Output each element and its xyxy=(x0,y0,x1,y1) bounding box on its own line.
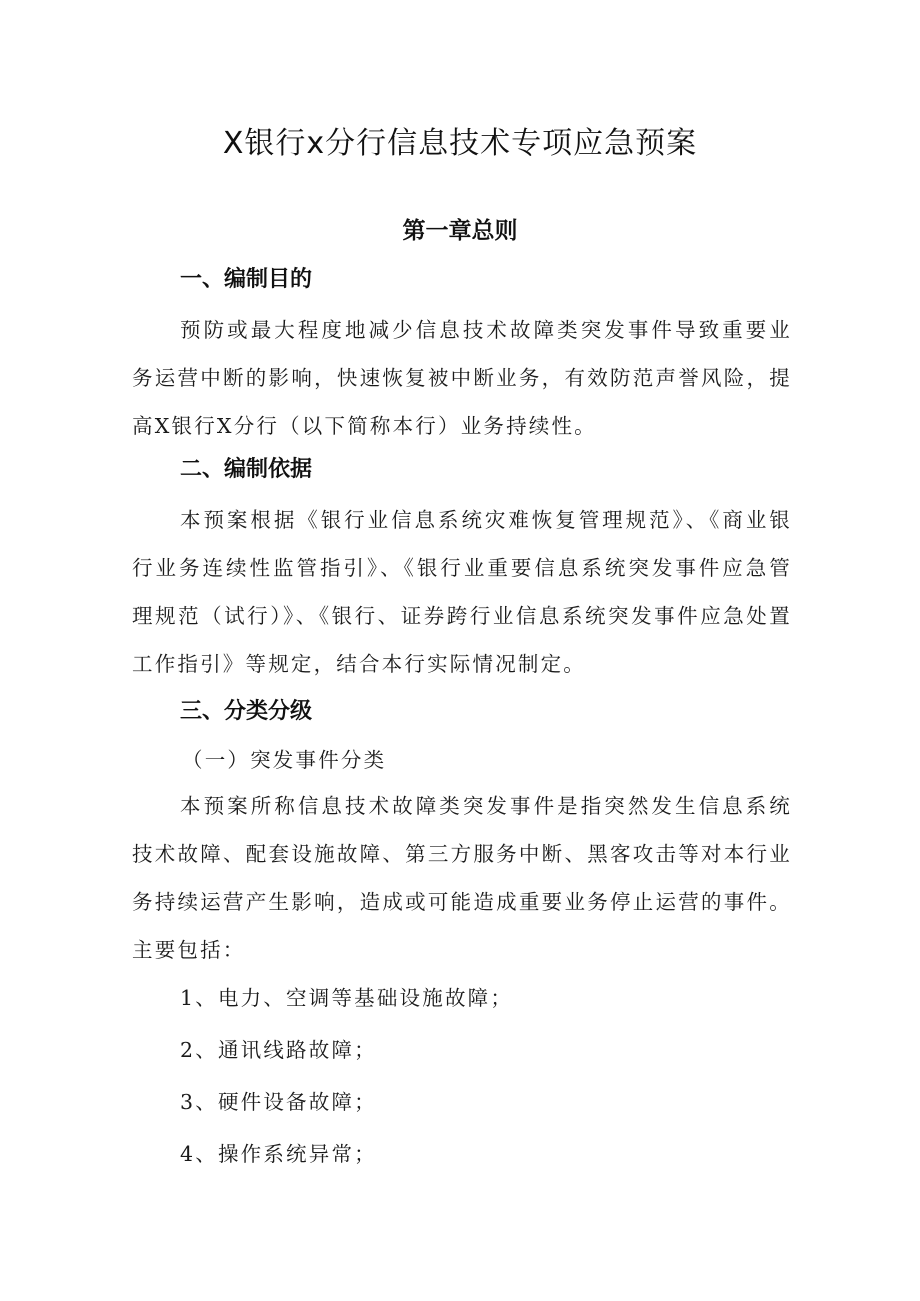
section-heading-basis: 二、编制依据 xyxy=(180,457,313,482)
section-paragraph-event-definition: 本预案所称信息技术故障类突发事件是指突然发生信息系统技术故障、配套设施故障、第三方服务中断、黑客攻击等对本行业务持续运营产生影响，造成或可能造成重要业务停止运营的事件。主要包括： xyxy=(132,794,792,962)
section-heading-purpose: 一、编制目的 xyxy=(180,267,313,292)
list-item: 3、硬件设备故障； xyxy=(180,1090,377,1114)
section-paragraph-basis: 本预案根据《银行业信息系统灾难恢复管理规范》、《商业银行业务连续性监管指引》、《银行业重要信息系统突发事件应急管理规范（试行）》、《银行、证券跨行业信息系统突发事件应急处置工作指引》等规定，结合本行实际情况制定。 xyxy=(132,508,792,676)
section-paragraph-purpose: 预防或最大程度地减少信息技术故障类突发事件导致重要业务运营中断的影响，快速恢复被中断业务，有效防范声誉风险，提高X银行X分行（以下简称本行）业务持续性。 xyxy=(132,318,792,438)
list-item: 2、通讯线路故障； xyxy=(180,1038,377,1062)
chapter-title: 第一章总则 xyxy=(402,218,518,244)
section-heading-classification: 三、分类分级 xyxy=(180,699,313,724)
document-title: X银行x分行信息技术专项应急预案 xyxy=(222,126,698,161)
list-item: 1、电力、空调等基础设施故障； xyxy=(180,986,514,1010)
list-item: 4、操作系统异常； xyxy=(180,1142,377,1166)
subsection-heading-event-types: （一）突发事件分类 xyxy=(182,748,387,772)
